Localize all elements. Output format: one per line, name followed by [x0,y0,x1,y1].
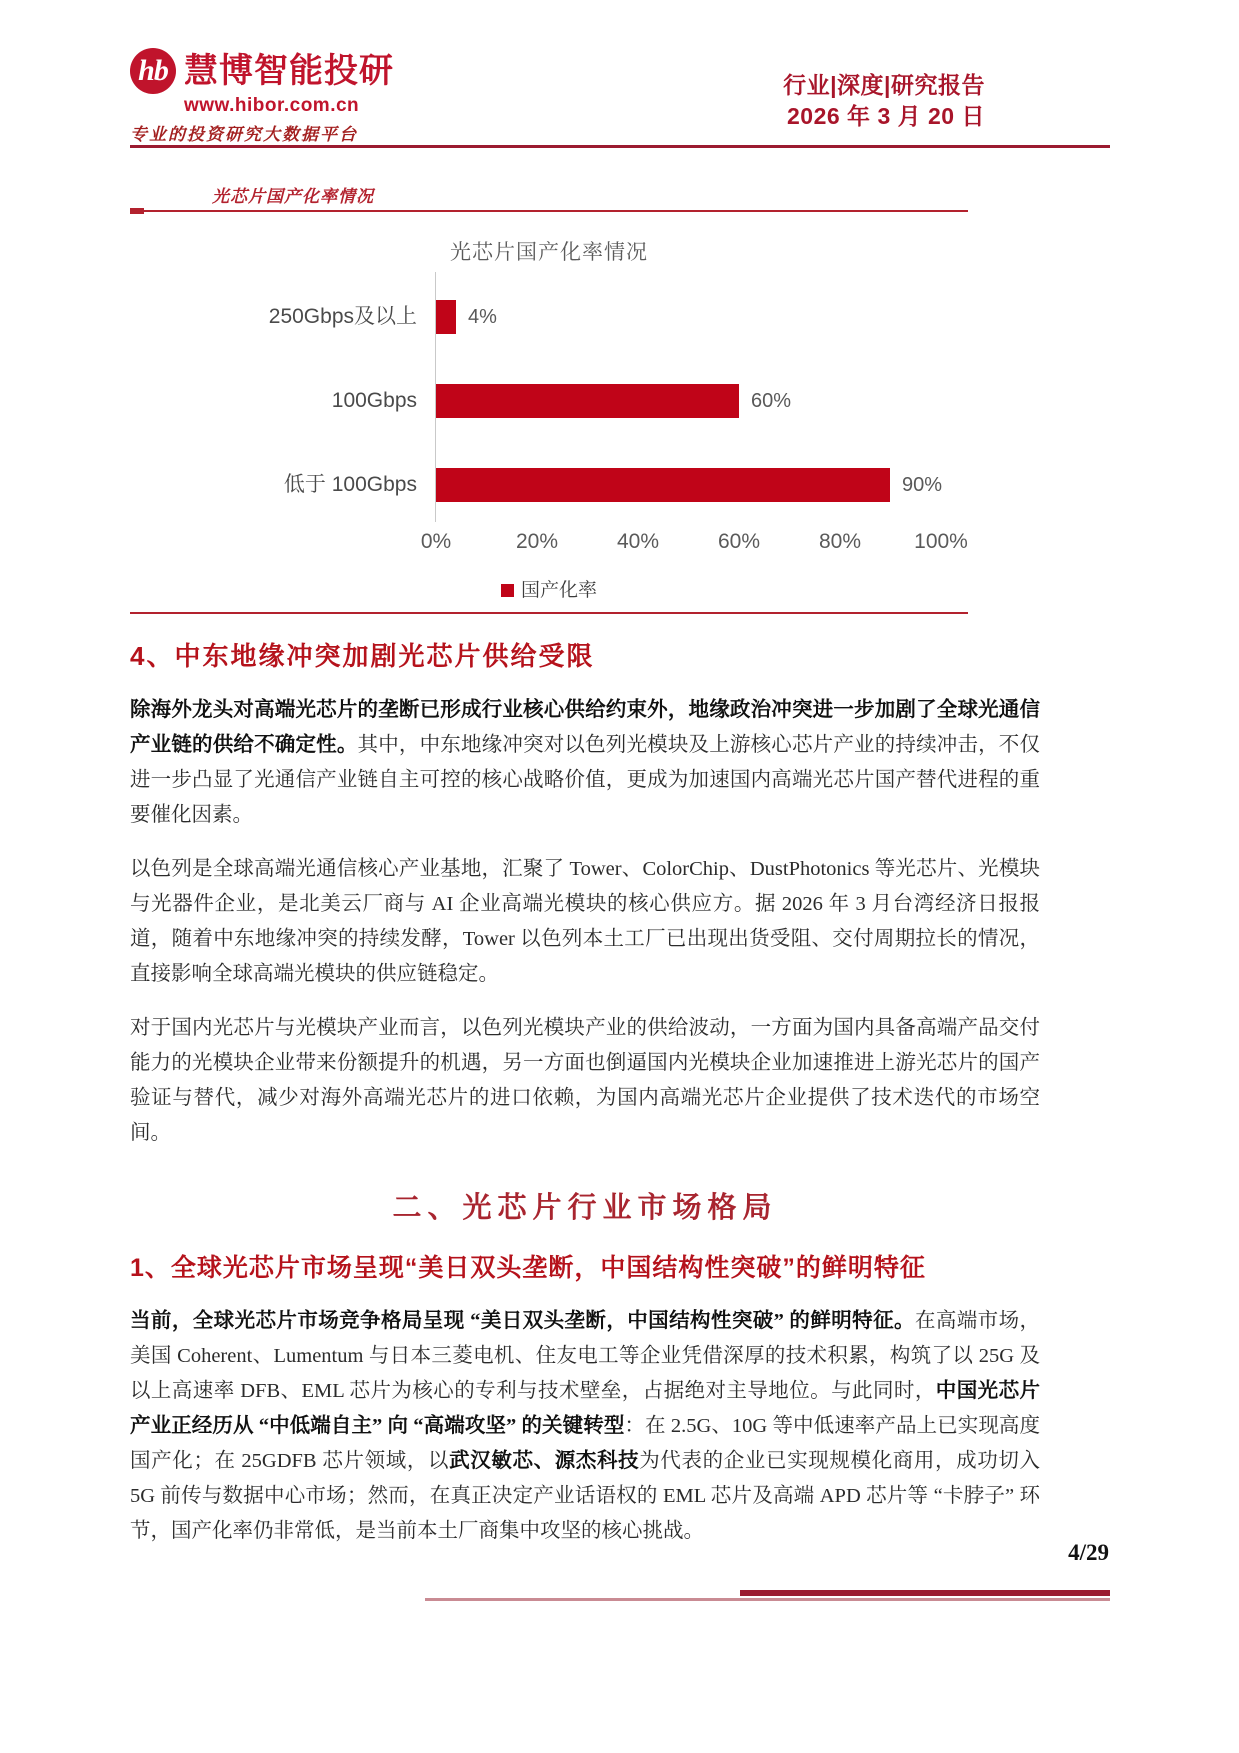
chart-x-tick: 80% [818,530,862,553]
figure-top-divider [130,210,968,212]
header-meta [783,70,985,132]
brand-logo [130,48,430,145]
paragraph-1 [130,693,1040,833]
paragraph-4-text-2: ：在 2.5G、10G 等中低速率产品上已实现高度国产化；在 25GDFB 芯片领域，以 [130,1415,1041,1472]
chart-bar-row [130,300,968,334]
paragraph-1-lead: 除海外龙头对高端光芯片的垄断已形成行业核心供给约束外，地缘政治冲突进一步加剧了全球光通信产业链的供给不确定性。 [130,699,1040,756]
report-date: 2026 年 3 月 20 日 [787,103,985,129]
page-number: 4/29 [1068,1540,1109,1565]
chart-bar-value: 4% [468,306,497,328]
chart-category-label: 100Gbps [331,389,417,412]
chart-x-tick: 20% [515,530,559,553]
chart-category-label: 250Gbps及以上 [268,305,417,328]
hibor-logo-icon: hb [130,48,176,94]
chart-x-tick: 100% [914,530,968,553]
figure-caption: 光芯片国产化率情况 [212,187,374,206]
legend-label: 国产化率 [520,580,597,601]
paragraph-4 [130,1304,1040,1549]
chart-bar-value: 90% [902,474,943,496]
paragraph-2: 以色列是全球高端光通信核心产业基地，汇聚了 Tower、ColorChip、DustPhotonics 等光芯片、光模块与光器件企业，是北美云厂商与 AI 企业高端光模块的核心供应方。据 2026 年 3 月台湾经济日报报道，随着中东地缘冲突的持续发酵，Tower 以色列本土工厂已出现出货受阻、交付周期拉长的情况，直接影响全球高端光模块的供应链稳定。 [130,858,1040,985]
chart-plot-area [130,272,968,522]
paragraph-4-text-3: 为代表的企业已实现规模化商用，成功切入 5G 前传与数据中心市场；然而，在真正决定产业话语权的 EML 芯片及高端 APD 芯片等 “卡脖子” 环节，国产化率仍非常低，是当前本土厂商集中攻坚的核心挑战。 [130,1450,1040,1542]
chart-x-axis [130,530,968,560]
brand-url: www.hibor.com.cn [184,95,360,116]
chart-x-tick: 60% [717,530,761,553]
document-body [130,636,1040,1568]
chart-x-tick: 40% [616,530,660,553]
header-divider [130,145,1110,148]
page-header [130,48,985,144]
chart-bar-value: 60% [751,390,792,412]
paragraph-4-lead: 当前，全球光芯片市场竞争格局呈现 “美日双头垄断，中国结构性突破” 的鲜明特征。 [130,1310,915,1332]
paragraph-4-text-1: 在高端市场，美国 Coherent、Lumentum 与日本三菱电机、住友电工等企业凭借深厚的技术积累，构筑了以 25G 及以上高速率 DFB、EML 芯片为核心的专利与技术壁垒，占据绝对主导地位。与此同时， [130,1310,1041,1402]
footer-divider-light [425,1598,1110,1601]
paragraph-4-bold-3: 武汉敏芯、源杰科技 [449,1450,640,1472]
legend-swatch-icon [501,584,514,597]
chart-x-tick: 0% [420,530,452,553]
chart-bar-localization-rate [130,220,968,605]
chart-bar [436,384,739,418]
paragraph-4-bold-2: 中国光芯片产业正经历从 “中低端自主” 向 “高端攻坚” 的关键转型 [130,1380,1041,1437]
brand-name: 慧博智能投研 [184,52,394,90]
paragraph-3: 对于国内光芯片与光模块产业而言，以色列光模块产业的供给波动，一方面为国内具备高端产品交付能力的光模块企业带来份额提升的机遇，另一方面也倒逼国内光模块企业加速推进上游光芯片的国产验证与替代，减少对海外高端光芯片的进口依赖，为国内高端光芯片企业提供了技术迭代的市场空间。 [130,1017,1040,1144]
figure-bottom-divider [130,612,968,614]
section-heading-4: 4、中东地缘冲突加剧光芯片供给受限 [130,641,595,671]
chart-bar-row [130,468,968,502]
chart-bar [436,300,456,334]
subsection-heading-1: 1、全球光芯片市场呈现“美日双头垄断，中国结构性突破”的鲜明特征 [130,1254,926,1282]
logo-row [130,48,430,94]
chart-title: 光芯片国产化率情况 [450,241,648,264]
chart-bar-row [130,384,968,418]
report-kind: 行业|深度|研究报告 [783,72,985,98]
footer-divider-dark [740,1590,1110,1596]
paragraph-1-rest: 其中，中东地缘冲突对以色列光模块及上游核心芯片产业的持续冲击，不仅进一步凸显了光通信产业链自主可控的核心战略价值，更成为加速国内高端光芯片国产替代进程的重要催化因素。 [130,734,1040,826]
chapter-heading-2: 二、光芯片行业市场格局 [392,1192,778,1224]
chart-legend [130,575,968,602]
chart-category-label: 低于 100Gbps [283,473,417,496]
brand-tagline: 专业的投资研究大数据平台 [130,125,358,144]
chart-bar [436,468,890,502]
